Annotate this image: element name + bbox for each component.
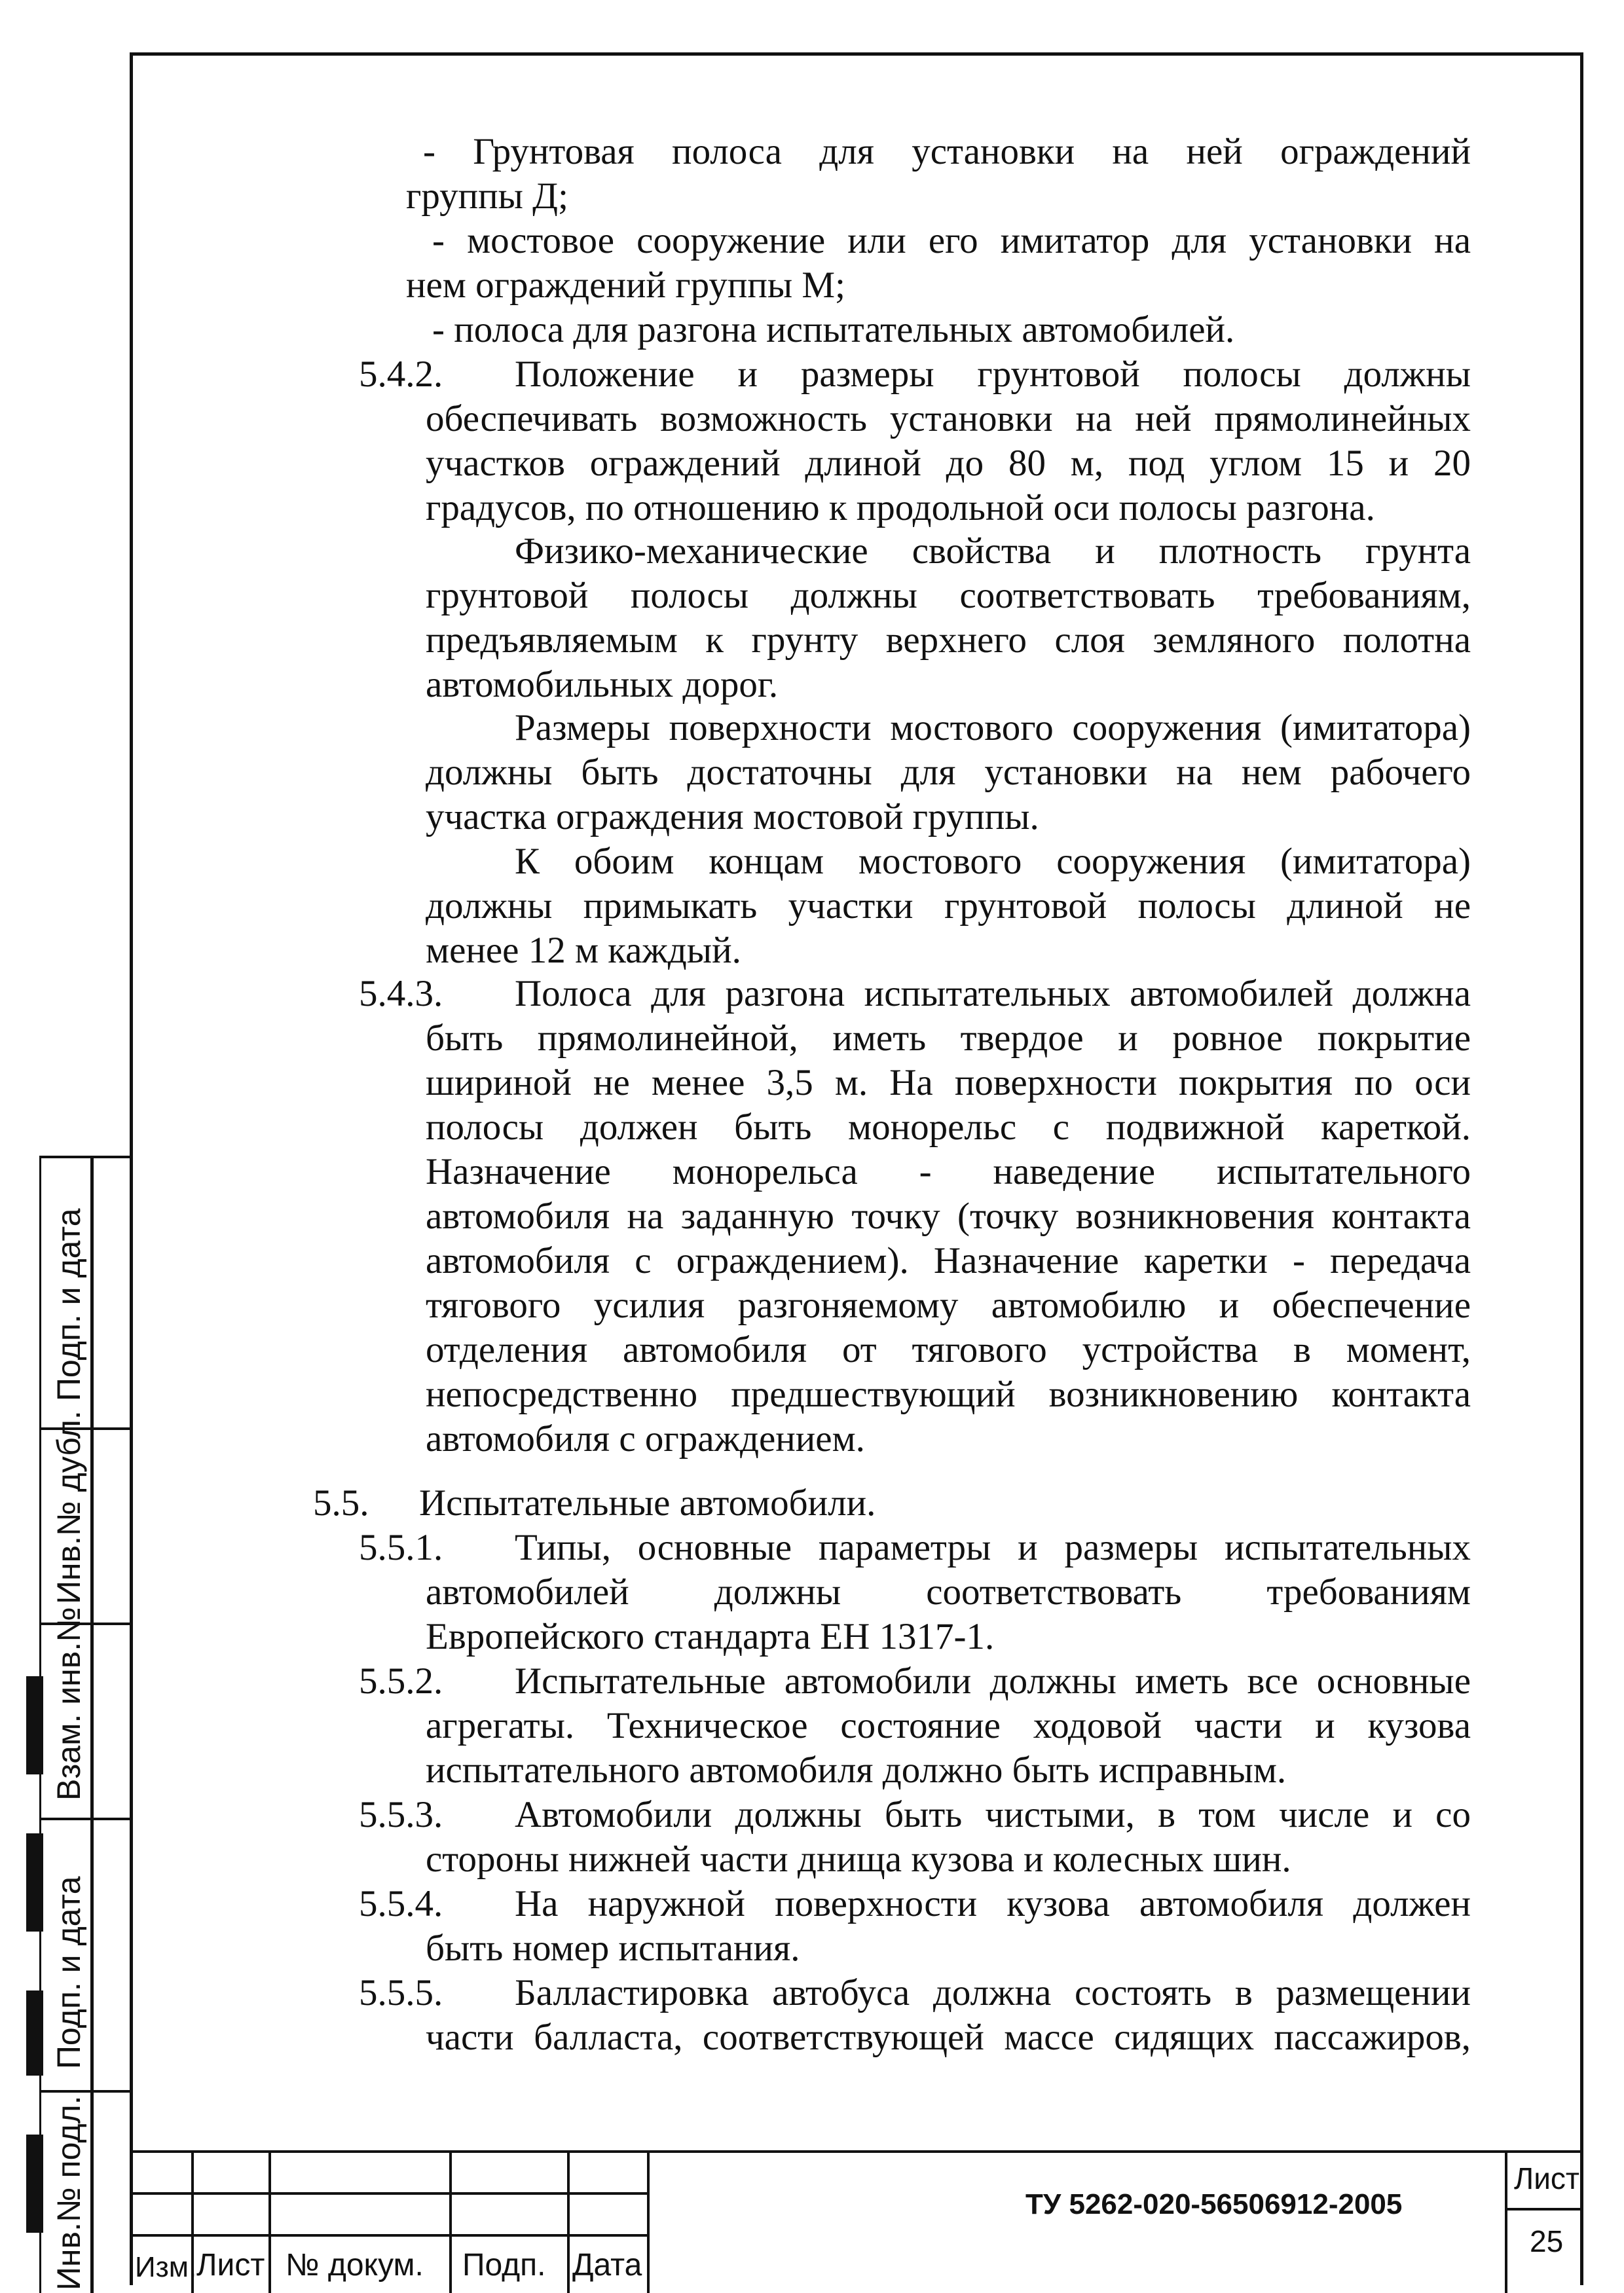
paragraph-542-first — [515, 352, 1471, 397]
paragraph-554-first — [515, 1882, 1471, 1926]
section-number: 5.5. — [313, 1482, 369, 1524]
text-line: Полоса для разгона испытательных автомобилей должна — [515, 973, 1471, 1014]
title-block-col — [567, 2150, 570, 2293]
header-date: Дата — [572, 2248, 642, 2283]
side-strip-rule — [39, 2090, 131, 2093]
text-line: нем ограждений группы М; — [406, 265, 845, 306]
section-number: 5.5.3. — [359, 1794, 443, 1835]
header-sheet: Лист — [196, 2248, 265, 2283]
paragraph-soil-first — [515, 529, 1471, 574]
sheet-box-rule — [1505, 2208, 1583, 2210]
document-code: ТУ 5262-020-56506912-2005 — [1025, 2188, 1403, 2220]
side-label-dup-inv: Инв.№ дубл. — [50, 1410, 87, 1604]
side-label-replace-inv: Взам. инв.№ — [50, 1607, 87, 1801]
sheet-number: 25 — [1530, 2224, 1564, 2258]
text-line: Балластировка автобуса должна состоять в размещении — [515, 1972, 1471, 2013]
text-line: автомобилей должны соответствовать требованиям — [426, 1571, 1471, 1613]
text-line: стороны нижней части днища кузова и колесных шин. — [426, 1839, 1291, 1880]
paragraph-bridge-size — [426, 750, 1471, 839]
section-number: 5.5.5. — [359, 1972, 443, 2013]
side-strip-rule — [39, 1818, 131, 1820]
text-line: - Грунтовая полоса для установки на ней ограждений — [423, 131, 1471, 172]
sheet-label: Лист — [1514, 2161, 1579, 2195]
text-line: Испытательные автомобили. — [419, 1482, 876, 1524]
paragraph-554 — [426, 1926, 1471, 1971]
paragraph-bridge-size-first — [515, 706, 1471, 750]
text-line: полосы должен быть монорельс с подвижной кареткой. — [426, 1107, 1471, 1148]
paragraph-543 — [426, 1016, 1471, 1461]
scan-mark — [26, 1990, 43, 2076]
text-line: грунтовой полосы должны соответствовать требованиям, — [426, 575, 1471, 616]
header-doc-number: № докум. — [286, 2248, 424, 2283]
text-line: участков ограждений длиной до 80 м, под углом 15 и 20 — [426, 443, 1471, 484]
side-label-sign-date-2: Подп. и дата — [50, 1876, 87, 2069]
paragraph-bridge-cont — [406, 263, 1471, 308]
text-line: обеспечивать возможность установки на ней прямолинейных — [426, 398, 1471, 439]
text-line: агрегаты. Техническое состояние ходовой части и кузова — [426, 1705, 1471, 1746]
section-number: 5.4.3. — [359, 973, 443, 1014]
text-line: быть номер испытания. — [426, 1928, 800, 1969]
text-line: Испытательные автомобили должны иметь все основные — [515, 1660, 1471, 1702]
text-line: - полоса для разгона испытательных автомобилей. — [432, 309, 1235, 350]
scan-mark — [26, 2135, 43, 2233]
paragraph-ends-first — [515, 839, 1471, 884]
text-line: градусов, по отношению к продольной оси полосы разгона. — [426, 487, 1375, 528]
text-line: менее 12 м каждый. — [426, 930, 741, 971]
text-line: должны примыкать участки грунтовой полосы длиной не — [426, 885, 1471, 926]
text-line: К обоим концам мостового сооружения (имитатора) — [515, 841, 1471, 882]
section-number: 5.4.2. — [359, 354, 443, 395]
text-line: - мостовое сооружение или его имитатор для установки на — [432, 220, 1471, 261]
paragraph-551-first — [515, 1526, 1471, 1570]
side-label-sign-date: Подп. и дата — [50, 1208, 87, 1401]
heading-test-vehicles — [419, 1481, 1205, 1526]
text-line: автомобильных дорог. — [426, 664, 779, 705]
side-strip-divider — [90, 1156, 94, 2293]
paragraph-accel-strip — [432, 308, 1471, 352]
title-block-col — [647, 2150, 650, 2293]
paragraph-552-first — [515, 1659, 1471, 1704]
text-line: группы Д; — [406, 175, 568, 217]
scan-mark — [26, 1676, 43, 1774]
title-block-col — [449, 2150, 452, 2293]
paragraph-ends — [426, 884, 1471, 973]
header-signature: Подп. — [462, 2248, 546, 2283]
text-line: На наружной поверхности кузова автомобиля должен — [515, 1883, 1471, 1924]
text-line: автомобиля с ограждением). Назначение каретки - передача — [426, 1240, 1471, 1281]
text-line: части балласта, соответствующей массе сидящих пассажиров, — [426, 2017, 1471, 2058]
text-line: Европейского стандарта ЕН 1317-1. — [426, 1616, 995, 1657]
text-line: Физико-механические свойства и плотность грунта — [515, 530, 1471, 572]
sheet-box-col — [1505, 2150, 1507, 2293]
text-line: автомобиля с ограждением. — [426, 1418, 865, 1459]
paragraph-555 — [426, 2015, 1471, 2060]
text-line: тягового усилия разгоняемому автомобилю и обеспечение — [426, 1285, 1471, 1326]
text-line: испытательного автомобиля должно быть исправным. — [426, 1750, 1287, 1791]
text-line: участка ограждения мостовой группы. — [426, 796, 1039, 837]
paragraph-soil — [426, 574, 1471, 707]
title-block-col — [268, 2150, 271, 2293]
text-line: быть прямолинейной, иметь твердое и ровное покрытие — [426, 1018, 1471, 1059]
header-change: Изм. — [135, 2251, 197, 2283]
text-line: Типы, основные параметры и размеры испытательных — [515, 1527, 1471, 1568]
paragraph-553 — [426, 1837, 1471, 1882]
paragraph-553-first — [515, 1793, 1471, 1837]
text-line: Автомобили должны быть чистыми, в том числе и со — [515, 1794, 1471, 1835]
section-number: 5.5.2. — [359, 1660, 443, 1702]
text-line: Назначение монорельса - наведение испытательного — [426, 1151, 1471, 1192]
paragraph-542 — [426, 397, 1471, 530]
scan-mark — [26, 1833, 43, 1932]
paragraph-552 — [426, 1704, 1471, 1793]
paragraph-groundstrip — [423, 130, 1471, 174]
section-number: 5.5.4. — [359, 1883, 443, 1924]
text-line: автомобиля на заданную точку (точку возникновения контакта — [426, 1196, 1471, 1237]
text-line: Положение и размеры грунтовой полосы должны — [515, 354, 1471, 395]
paragraph-bridge — [432, 219, 1471, 263]
text-line: непосредственно предшествующий возникновению контакта — [426, 1374, 1471, 1415]
text-line: Размеры поверхности мостового сооружения (имитатора) — [515, 707, 1471, 748]
paragraph-groundstrip-cont — [406, 174, 1471, 219]
text-line: отделения автомобиля от тягового устройства в момент, — [426, 1329, 1471, 1370]
text-line: должны быть достаточны для установки на нем рабочего — [426, 752, 1471, 793]
text-line: шириной не менее 3,5 м. На поверхности покрытия по оси — [426, 1062, 1471, 1103]
paragraph-543-first — [515, 972, 1471, 1016]
side-strip-top-rule — [39, 1156, 131, 1158]
paragraph-555-first — [515, 1971, 1471, 2015]
side-label-orig-inv: Инв.№ подл. — [50, 2095, 87, 2290]
title-block-top-rule — [130, 2150, 1583, 2153]
text-line: предъявляемым к грунту верхнего слоя земляного полотна — [426, 619, 1471, 661]
paragraph-551 — [426, 1570, 1471, 1659]
section-number: 5.5.1. — [359, 1527, 443, 1568]
